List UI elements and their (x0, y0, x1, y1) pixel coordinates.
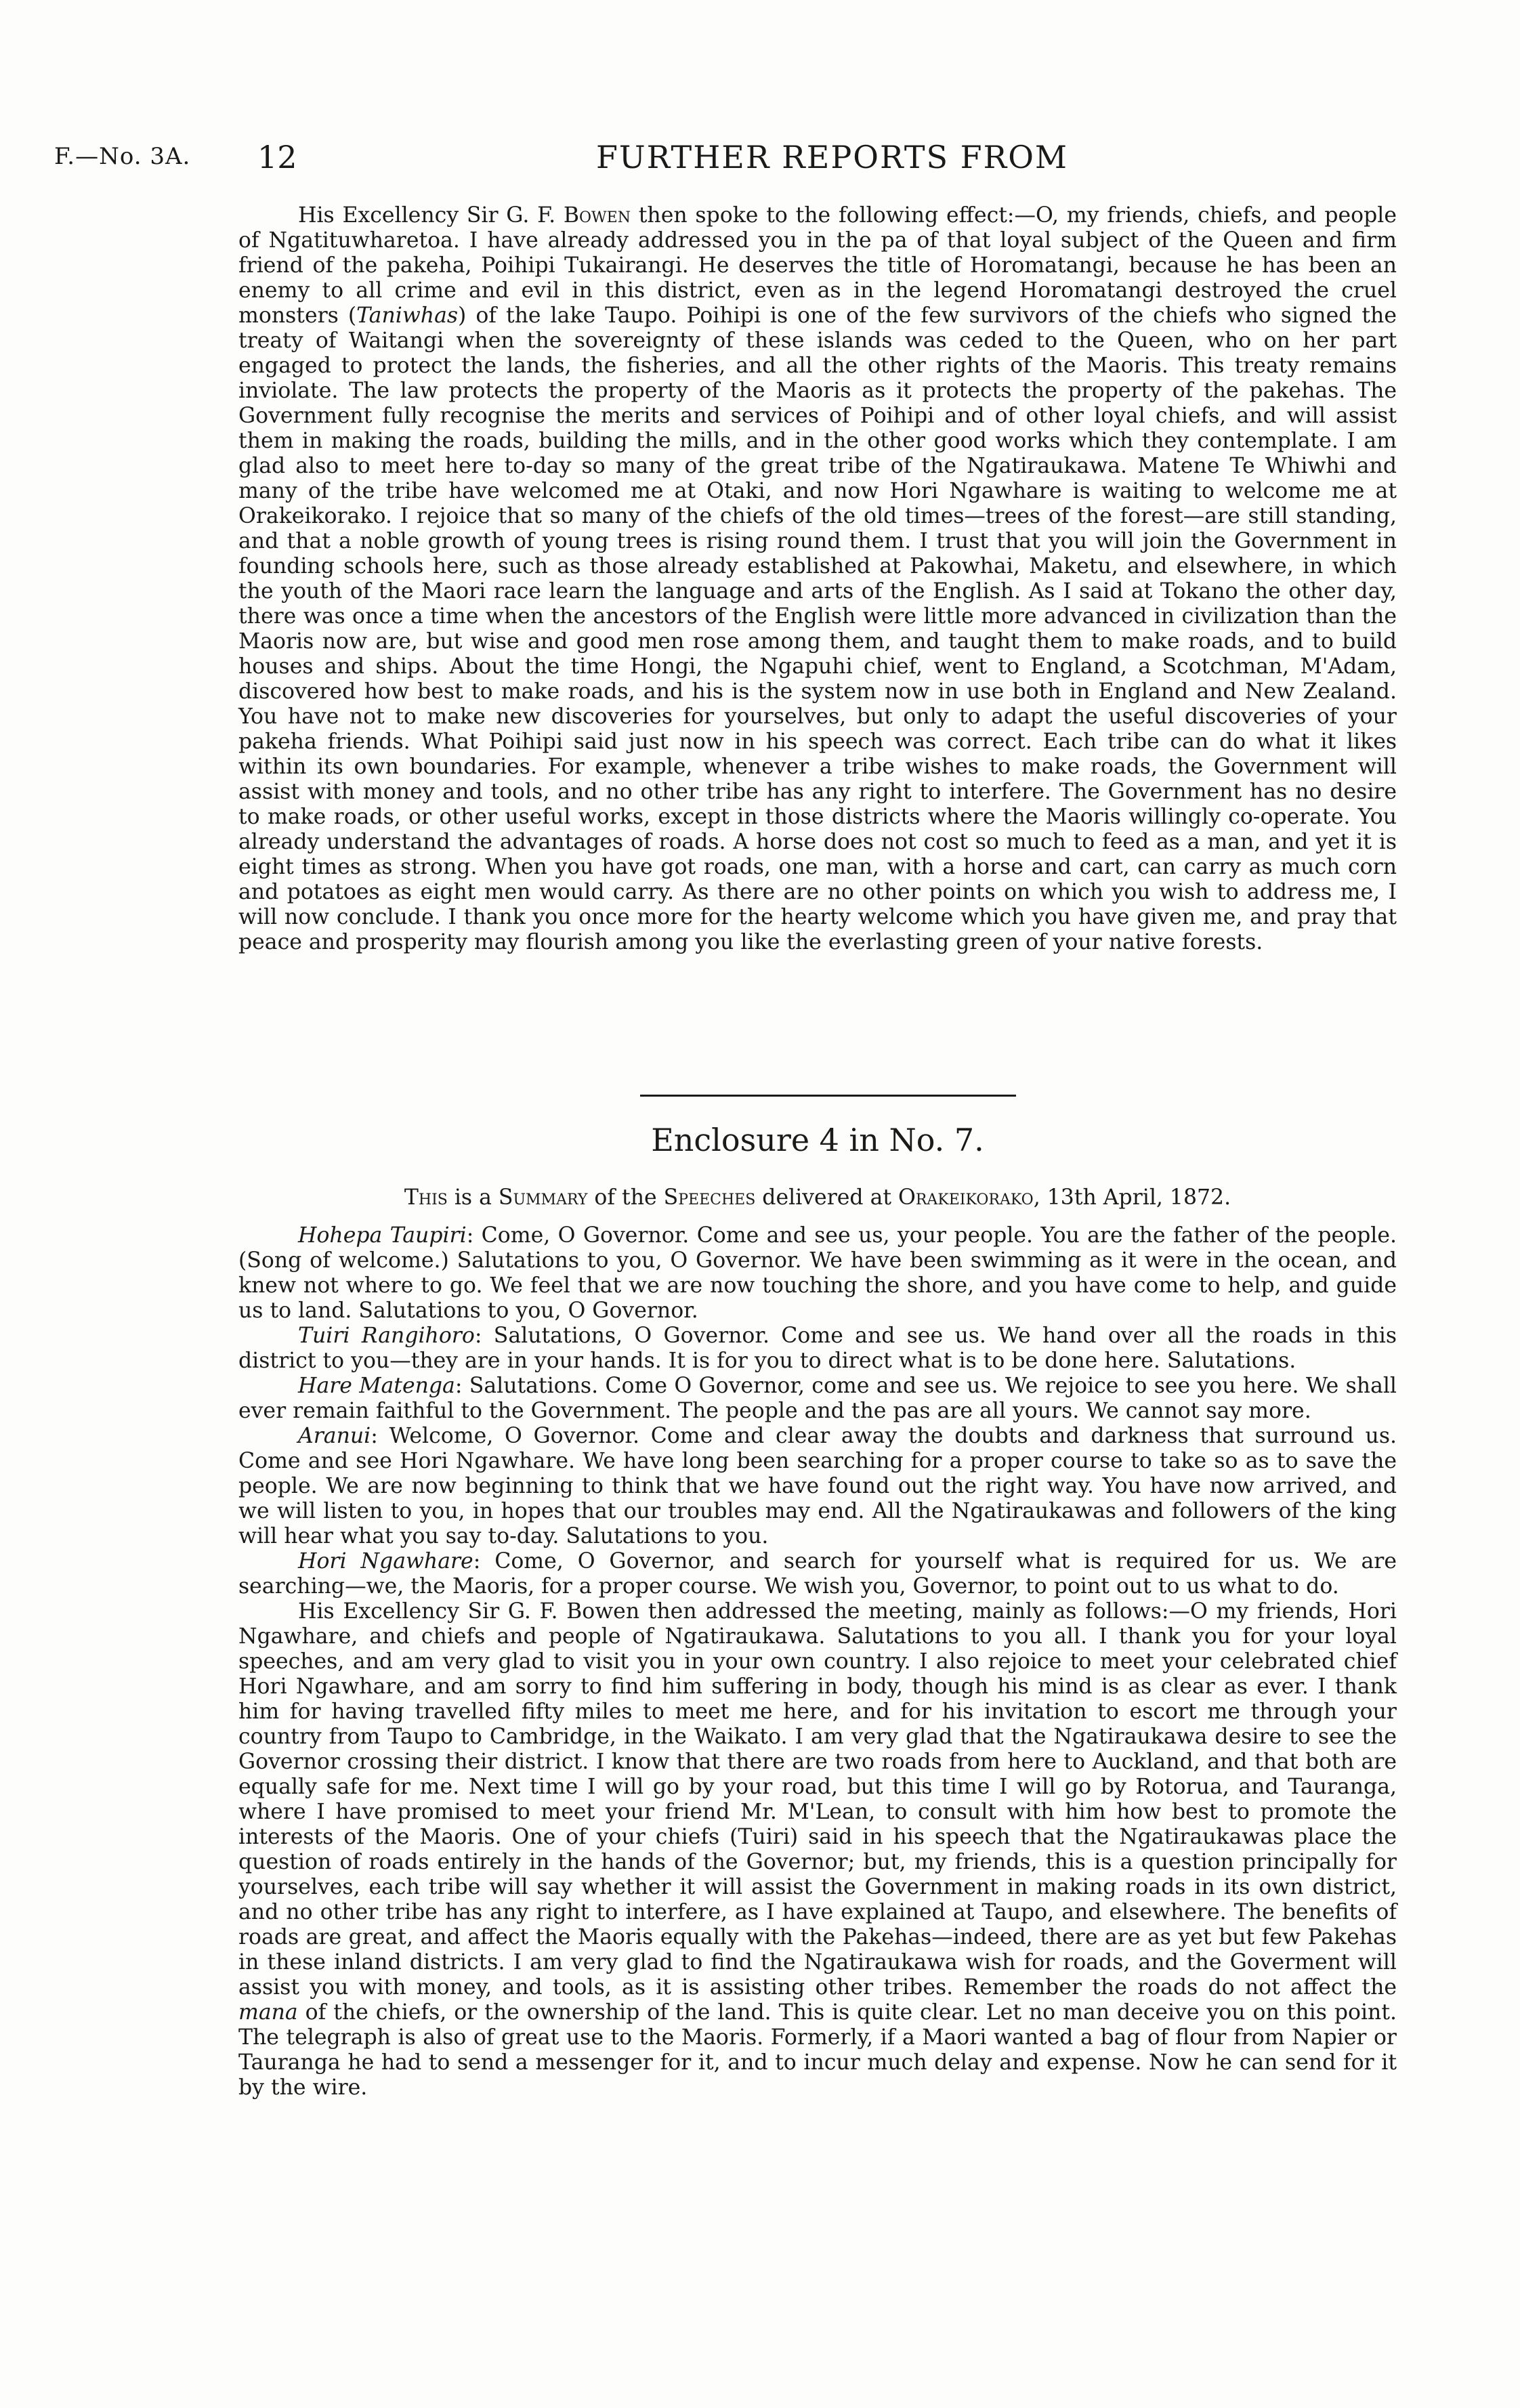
page-header (54, 139, 1463, 179)
speech-entry (238, 1549, 1397, 1599)
summary-place: Orakeikorako (898, 1185, 1034, 1210)
governor-name: Bowen (563, 203, 631, 228)
speech-text: : Salutations. Come O Governor, come and see us. We rejoice to see you here. We shall ever remain faithful to the Government. The people and the pas are all yours. We cannot say more. (238, 1374, 1397, 1423)
section-divider (640, 1095, 1016, 1097)
speech-text: : Salutations, O Governor. Come and see us. We hand over all the roads in this district to you—they are in your hands. It is for you to direct what is to be done here. Salutations. (238, 1324, 1397, 1373)
speech-text: : Welcome, O Governor. Come and clear away the doubts and darkness that surround us. Come and see Hori Ngawhare. We have long been searching for a proper course to take so as to save the people. We are now beginning to think that we have found out the right way. You have now arrived, and we will listen to you, in hopes that our troubles may end. All the Ngatiraukawas and followers of the king will hear what you say to-day. Salutations to you. (238, 1424, 1397, 1548)
speaker-name: Aranui (298, 1424, 371, 1448)
summary-text: of the (587, 1185, 664, 1210)
speeches-section (238, 1223, 1397, 2100)
document-reference: F.—No. 3A. (54, 143, 191, 170)
speech-entry (238, 1223, 1397, 1324)
summary-text: Speeches (663, 1185, 756, 1210)
speech-text: : Come, O Governor, and search for yourself what is required for us. We are searching—we, the Maoris, for a proper course. We wish you, Governor, to point out to us what to do. (238, 1549, 1397, 1599)
italic-term: mana (238, 2000, 298, 2025)
para-text: then spoke to the following effect:—O, my friends, chiefs, and people of Ngatituwharetoa. I have already addressed you in the pa of that loyal subject of the Queen and firm friend of the pakeha, Poihipi Tukairangi. He deserves the title of Horomatangi, because he has been an enemy to all crime and evil in this district, even as in the legend Horomatangi destroyed the cruel monsters ( (238, 203, 1397, 328)
para-text: of the chiefs, or the ownership of the land. This is quite clear. Let no man deceive you on this point. The telegraph is also of great use to the Maoris. Formerly, if a Maori wanted a bag of flour from Napier or Tauranga he had to send a messenger for it, and to incur much delay and expense. Now he can send for it by the wire. (238, 2000, 1397, 2100)
speaker-name: Hohepa Taupiri (298, 1223, 467, 1248)
para-text: His Excellency Sir G. F. Bowen then addressed the meeting, mainly as follows:—O my friends, Hori Ngawhare, and chiefs and people of Ngatiraukawa. Salutations to you all. I thank you for your loyal speeches, and am very glad to visit you in your own country. I also rejoice to meet your celebrated chief Hori Ngawhare, and am sorry to find him suffering in body, though his mind is as clear as ever. I thank him for having travelled fifty miles to meet me here, and for his invitation to escort me through your country from Taupo to Cambridge, in the Waikato. I am very glad that the Ngatiraukawa desire to see the Governor crossing their district. I know that there are two roads from here to Auckland, and that both are equally safe for me. Next time I will go by your road, but this time I will go by Rotorua, and Tauranga, where I have promised to meet your friend Mr. M'Lean, to consult with him how best to promote the interests of the Maoris. One of your chiefs (Tuiri) said in his speech that the Ngatiraukawas place the question of roads entirely in the hands of the Governor; but, my friends, this is a question principally for yourselves, each tribe will say whether it will assist the Government in making roads in its own district, and no other tribe has any right to interfere, as I have explained at Taupo, and elsewhere. The benefits of roads are great, and affect the Maoris equally with the Pakehas—indeed, there are as yet but few Pakehas in these inland districts. I am very glad to find the Ngatiraukawa wish for roads, and the Goverment will assist you with money, and tools, as it is assisting other tribes. Remember the roads do not affect the (238, 1599, 1397, 2000)
speech-entry (238, 1374, 1397, 1424)
summary-text: is a (447, 1185, 499, 1210)
governor-reply-paragraph (238, 1599, 1397, 2100)
speech-text: : Come, O Governor. Come and see us, your people. You are the father of the people. (Song of welcome.) Salutations to you, O Governor. We have been swimming as it were in the ocean, and knew not where to go. We feel that we are now touching the shore, and you have come to help, and guide us to land. Salutations to you, O Governor. (238, 1223, 1397, 1323)
running-title: FURTHER REPORTS FROM (596, 139, 1069, 175)
speech-entry (238, 1424, 1397, 1549)
speaker-name: Tuiri Rangihoro (298, 1324, 475, 1348)
summary-text: delivered at (755, 1185, 899, 1210)
speaker-name: Hare Matenga (298, 1374, 455, 1398)
first-section (238, 203, 1397, 955)
governor-speech-paragraph (238, 203, 1397, 955)
page-number: 12 (257, 139, 297, 175)
para-text: His Excellency Sir G. F. (298, 203, 564, 228)
summary-date: , 13th April, 1872. (1033, 1185, 1231, 1210)
enclosure-heading: Enclosure 4 in No. 7. (651, 1122, 984, 1158)
para-text: ) of the lake Taupo. Poihipi is one of the few survivors of the chiefs who signed the treaty of Waitangi when the sovereignty of these islands was ceded to the Queen, who on her part engaged to protect the lands, the fisheries, and all the other rights of the Maoris. This treaty remains inviolate. The law protects the property of the Maoris as it protects the property of the pakehas. The Government fully recognise the merits and services of Poihipi and of other loyal chiefs, and will assist them in making the roads, building the mills, and in the other good works which they contemplate. I am glad also to meet here to-day so many of the great tribe of the Ngatiraukawa. Matene Te Whiwhi and many of the tribe have welcomed me at Otaki, and now Hori Ngawhare is waiting to welcome me at Orakeikorako. I rejoice that so many of the chiefs of the old times—trees of the forest—are still standing, and that a noble growth of young trees is rising round them. I trust that you will join the Government in founding schools here, such as those already established at Pakowhai, Maketu, and elsewhere, in which the youth of the Maori race learn the language and arts of the English. As I said at Tokano the other day, there was once a time when the ancestors of the English were little more advanced in civilization than the Maoris now are, but wise and good men rose among them, and taught them to make roads, and to build houses and ships. About the time Hongi, the Ngapuhi chief, went to England, a Scotchman, M'Adam, discovered how best to make roads, and his is the system now in use both in England and New Zealand. You have not to make new discoveries for yourselves, but only to adapt the useful discoveries of your pakeha friends. What Poihipi said just now in his speech was correct. Each tribe can do what it likes within its own boundaries. For example, whenever a tribe wishes to make roads, the Government will assist with money and tools, and no other tribe has any right to interfere. The Government has no desire to make roads, or other useful works, except in those districts where the Maoris willingly co-operate. You already understand the advantages of roads. A horse does not cost so much to feed as a man, and yet it is eight times as strong. When you have got roads, one man, with a horse and cart, can carry as much corn and potatoes as eight men would carry. As there are no other points on which you wish to address me, I will now conclude. I thank you once more for the hearty welcome which you have given me, and pray that peace and prosperity may flourish among you like the everlasting green of your native forests. (238, 303, 1397, 954)
summary-text: Summary (498, 1185, 588, 1210)
italic-term: Taniwhas (356, 303, 459, 328)
summary-text: This (404, 1185, 448, 1210)
enclosure-summary-line (238, 1185, 1397, 1210)
speech-entry (238, 1324, 1397, 1374)
speaker-name: Hori Ngawhare (298, 1549, 473, 1573)
